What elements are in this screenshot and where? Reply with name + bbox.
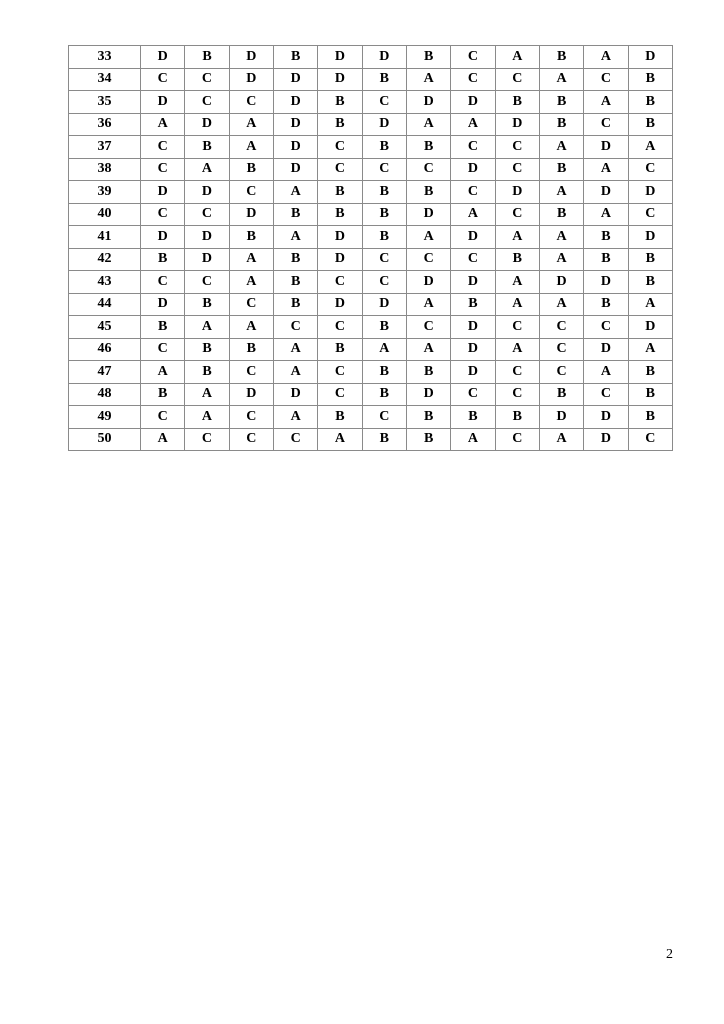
answer-cell: A [229,113,273,136]
answer-cell: D [185,248,229,271]
answer-cell: C [451,248,495,271]
answer-cell: C [141,158,185,181]
question-number-cell: 41 [69,226,141,249]
answer-cell: D [141,226,185,249]
answer-cell: A [406,338,450,361]
answer-cell: B [406,361,450,384]
answer-cell: B [362,316,406,339]
answer-cell: B [362,203,406,226]
question-number-cell: 36 [69,113,141,136]
answer-cell: A [539,226,583,249]
answer-cell: C [451,383,495,406]
answer-cell: C [406,248,450,271]
answer-cell: A [229,248,273,271]
answer-cell: C [495,383,539,406]
answer-cell: C [229,406,273,429]
answer-cell: D [273,68,317,91]
answer-cell: A [495,226,539,249]
answer-cell: C [539,316,583,339]
answer-cell: D [406,203,450,226]
answer-cell: C [495,68,539,91]
table-row [69,181,673,204]
answer-cell: B [141,248,185,271]
answer-cell: D [229,383,273,406]
answer-cell: C [318,271,362,294]
answer-cell: C [185,68,229,91]
answer-cell: B [539,383,583,406]
answer-cell: D [362,46,406,69]
answer-cell: D [185,181,229,204]
answer-cell: B [495,406,539,429]
answer-cell: B [141,316,185,339]
table-row [69,248,673,271]
answer-cell: B [141,383,185,406]
answer-cell: D [451,158,495,181]
answer-cell: C [229,293,273,316]
table-row [69,226,673,249]
answer-cell: D [584,406,628,429]
answer-cell: A [495,293,539,316]
answer-cell: C [495,158,539,181]
answer-cell: C [362,91,406,114]
question-number-cell: 50 [69,428,141,451]
answer-cell: B [406,406,450,429]
answer-cell: D [584,181,628,204]
answer-key-body [69,46,673,451]
answer-cell: B [273,271,317,294]
answer-cell: D [584,428,628,451]
answer-cell: A [229,316,273,339]
answer-cell: C [362,158,406,181]
answer-cell: A [185,158,229,181]
answer-cell: B [539,113,583,136]
answer-cell: C [406,158,450,181]
answer-cell: C [451,68,495,91]
answer-cell: A [539,181,583,204]
answer-cell: A [229,136,273,159]
answer-cell: C [451,181,495,204]
answer-cell: A [229,271,273,294]
question-number-cell: 39 [69,181,141,204]
answer-cell: B [318,181,362,204]
answer-cell: B [539,203,583,226]
answer-cell: C [362,406,406,429]
answer-cell: D [229,203,273,226]
question-number-cell: 45 [69,316,141,339]
answer-cell: B [318,406,362,429]
answer-cell: D [495,113,539,136]
answer-cell: C [318,361,362,384]
answer-cell: D [273,91,317,114]
answer-cell: A [273,226,317,249]
answer-cell: A [539,248,583,271]
answer-cell: A [185,406,229,429]
answer-cell: D [451,271,495,294]
question-number-cell: 44 [69,293,141,316]
answer-cell: A [584,46,628,69]
answer-cell: D [273,158,317,181]
answer-cell: C [318,316,362,339]
answer-cell: D [628,46,672,69]
answer-cell: C [628,158,672,181]
answer-cell: C [229,91,273,114]
answer-cell: B [406,181,450,204]
answer-cell: C [628,428,672,451]
answer-cell: B [495,91,539,114]
answer-cell: D [362,113,406,136]
table-row [69,91,673,114]
answer-cell: A [141,113,185,136]
answer-cell: D [406,271,450,294]
table-row [69,383,673,406]
answer-cell: D [451,226,495,249]
answer-cell: D [584,136,628,159]
answer-cell: B [495,248,539,271]
answer-cell: B [273,46,317,69]
answer-cell: B [628,113,672,136]
answer-cell: A [628,136,672,159]
answer-cell: D [406,91,450,114]
answer-cell: B [628,406,672,429]
answer-cell: C [229,428,273,451]
answer-cell: B [318,113,362,136]
answer-cell: C [495,316,539,339]
answer-cell: B [362,383,406,406]
answer-cell: B [628,68,672,91]
answer-cell: C [584,316,628,339]
answer-cell: B [362,136,406,159]
table-row [69,338,673,361]
answer-cell: D [318,226,362,249]
answer-cell: B [584,293,628,316]
table-row [69,113,673,136]
answer-cell: B [406,136,450,159]
answer-cell: B [628,383,672,406]
answer-cell: B [451,406,495,429]
table-row [69,68,673,91]
answer-cell: A [451,203,495,226]
answer-cell: C [406,316,450,339]
question-number-cell: 34 [69,68,141,91]
answer-cell: D [628,316,672,339]
table-row [69,428,673,451]
answer-cell: D [451,316,495,339]
answer-cell: A [318,428,362,451]
answer-cell: C [451,46,495,69]
answer-cell: C [495,361,539,384]
answer-cell: A [628,293,672,316]
table-row [69,203,673,226]
answer-cell: A [495,271,539,294]
answer-cell: D [451,91,495,114]
answer-cell: C [185,91,229,114]
answer-cell: B [318,91,362,114]
answer-cell: B [362,361,406,384]
answer-cell: D [318,46,362,69]
answer-cell: B [185,293,229,316]
answer-cell: B [628,248,672,271]
answer-cell: A [539,68,583,91]
answer-cell: A [273,361,317,384]
answer-cell: D [273,113,317,136]
answer-cell: B [318,338,362,361]
answer-cell: B [185,46,229,69]
answer-cell: B [628,361,672,384]
question-number-cell: 49 [69,406,141,429]
answer-cell: C [318,158,362,181]
question-number-cell: 40 [69,203,141,226]
answer-cell: A [584,158,628,181]
question-number-cell: 46 [69,338,141,361]
answer-cell: C [495,203,539,226]
answer-cell: A [539,428,583,451]
question-number-cell: 47 [69,361,141,384]
answer-cell: B [406,46,450,69]
answer-cell: D [273,136,317,159]
answer-cell: D [141,91,185,114]
answer-cell: B [318,203,362,226]
answer-cell: C [584,383,628,406]
answer-cell: C [318,383,362,406]
answer-cell: D [539,271,583,294]
answer-cell: D [141,46,185,69]
answer-cell: A [406,113,450,136]
answer-cell: C [495,428,539,451]
answer-cell: C [628,203,672,226]
table-row [69,158,673,181]
question-number-cell: 38 [69,158,141,181]
answer-cell: C [539,361,583,384]
answer-cell: B [362,226,406,249]
table-row [69,406,673,429]
answer-cell: C [362,271,406,294]
answer-cell: C [584,68,628,91]
answer-cell: A [584,361,628,384]
answer-cell: B [584,248,628,271]
answer-cell: B [451,293,495,316]
table-row [69,316,673,339]
question-number-cell: 42 [69,248,141,271]
answer-cell: B [273,203,317,226]
question-number-cell: 48 [69,383,141,406]
answer-cell: D [141,181,185,204]
answer-cell: B [185,338,229,361]
answer-cell: A [273,338,317,361]
table-row [69,136,673,159]
table-row [69,293,673,316]
answer-cell: A [185,316,229,339]
answer-cell: A [495,338,539,361]
answer-cell: C [141,203,185,226]
answer-cell: B [628,91,672,114]
answer-cell: B [362,428,406,451]
answer-cell: C [141,406,185,429]
answer-cell: D [229,46,273,69]
answer-cell: D [318,248,362,271]
answer-cell: C [185,203,229,226]
answer-cell: C [141,271,185,294]
answer-cell: A [628,338,672,361]
answer-cell: B [539,91,583,114]
page-number: 2 [666,947,673,962]
answer-cell: B [185,361,229,384]
answer-cell: A [273,406,317,429]
answer-cell: A [539,136,583,159]
answer-cell: A [362,338,406,361]
answer-cell: C [362,248,406,271]
answer-cell: B [628,271,672,294]
answer-cell: A [406,293,450,316]
answer-cell: B [362,68,406,91]
answer-cell: C [141,68,185,91]
answer-key-table [68,45,673,451]
answer-cell: D [451,338,495,361]
answer-cell: D [185,113,229,136]
answer-cell: C [141,136,185,159]
answer-cell: C [185,428,229,451]
answer-cell: A [539,293,583,316]
answer-cell: A [584,91,628,114]
table-row [69,46,673,69]
answer-cell: A [451,428,495,451]
answer-cell: A [406,226,450,249]
answer-cell: B [406,428,450,451]
answer-cell: C [318,136,362,159]
answer-cell: C [229,361,273,384]
answer-cell: B [539,46,583,69]
answer-cell: D [584,338,628,361]
answer-cell: D [229,68,273,91]
question-number-cell: 33 [69,46,141,69]
table-row [69,271,673,294]
answer-cell: D [273,383,317,406]
answer-cell: A [141,361,185,384]
answer-cell: B [185,136,229,159]
answer-cell: B [362,181,406,204]
answer-cell: B [229,226,273,249]
answer-cell: C [273,428,317,451]
answer-cell: D [185,226,229,249]
answer-cell: A [185,383,229,406]
answer-cell: D [584,271,628,294]
answer-cell: D [495,181,539,204]
answer-cell: D [318,68,362,91]
answer-cell: C [451,136,495,159]
question-number-cell: 43 [69,271,141,294]
answer-cell: A [406,68,450,91]
answer-cell: B [273,293,317,316]
answer-cell: D [451,361,495,384]
answer-cell: B [229,158,273,181]
answer-cell: D [628,226,672,249]
question-number-cell: 37 [69,136,141,159]
answer-cell: D [628,181,672,204]
answer-cell: A [141,428,185,451]
answer-cell: A [273,181,317,204]
answer-cell: C [273,316,317,339]
answer-cell: D [318,293,362,316]
answer-cell: A [495,46,539,69]
answer-cell: B [273,248,317,271]
answer-cell: D [141,293,185,316]
answer-cell: C [141,338,185,361]
table-row [69,361,673,384]
answer-cell: D [539,406,583,429]
answer-cell: C [185,271,229,294]
answer-cell: D [406,383,450,406]
answer-cell: A [584,203,628,226]
answer-cell: D [362,293,406,316]
answer-cell: A [451,113,495,136]
answer-cell: C [495,136,539,159]
answer-cell: C [229,181,273,204]
answer-cell: B [229,338,273,361]
answer-cell: C [584,113,628,136]
answer-cell: B [584,226,628,249]
answer-cell: B [539,158,583,181]
question-number-cell: 35 [69,91,141,114]
answer-cell: C [539,338,583,361]
